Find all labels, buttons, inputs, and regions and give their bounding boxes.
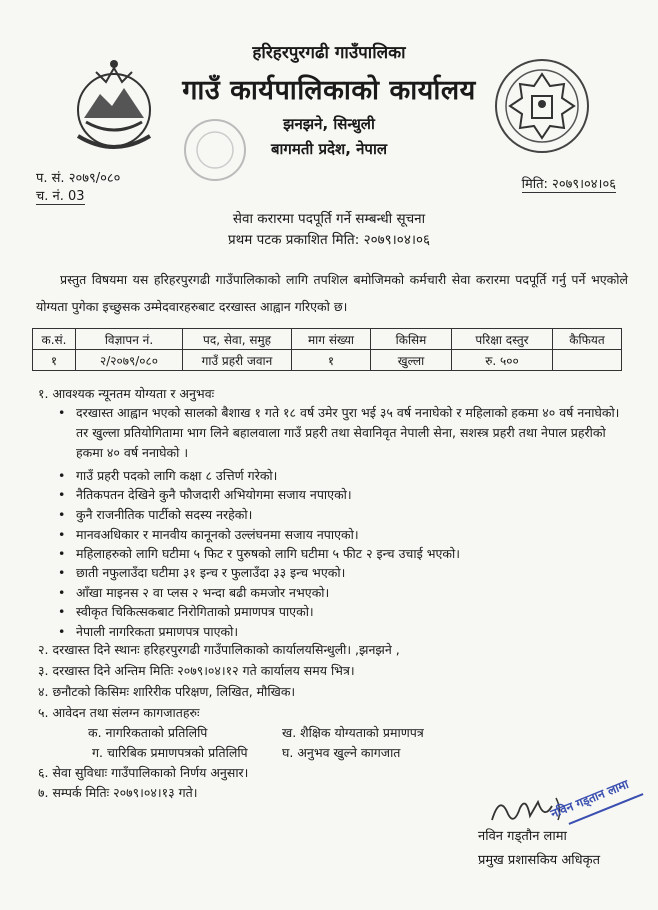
intro-paragraph: प्रस्तुत विषयमा यस हरिहरपुरगढी गाउँपालिकाको लागि तपशिल बमोजिमको कर्मचारी सेवा करारमा पदपूर्ति गर्नु पर्ने भएकोले योग्यता पुगेका इच्छुसक उम्मेदवारहरुबाट दरखास्त आह्वान गरिएको छ। <box>36 272 628 314</box>
table-header-cell: कैफियत <box>553 329 622 350</box>
section-5-heading: ५. आवेदन तथा संलग्न कागजातहरुः <box>38 705 200 720</box>
list-item: • नेपाली नागरिकता प्रमाणपत्र पाएको। <box>58 622 630 642</box>
bullet-text: दरखास्त आह्वान भएको सालको बैशाख १ गते १८ वर्ष उमेर पुरा भई ३५ वर्ष ननाघेको र महिलाको हकमा ४० वर्ष ननाघेको। तर खुल्ला प्रतियोगितामा भाग लिने बहालवाला गाउँ प्रहरी तथा सेवानिवृत नेपाली सेना, सशस्त्र प्रहरी तथा नेपाल प्रहरीको हकमा ४० वर्ष ननाघेको । <box>76 405 620 460</box>
document-item: क. नागरिकताको प्रतिलिपि <box>88 725 208 740</box>
list-item: • आँखा माइनस २ वा प्लस २ भन्दा बढी कमजोर नभएको। <box>58 583 630 603</box>
table-cell: खुल्ला <box>371 350 452 371</box>
table-cell: गाउँ प्रहरी जवान <box>183 350 292 371</box>
list-item: • गाउँ प्रहरी पदको लागि कक्षा ८ उत्तिर्ण गरेको। <box>58 466 630 486</box>
bullet-text: नेपाली नागरिकता प्रमाणपत्र पाएको। <box>76 624 239 639</box>
bullet-text: छाती नफुलाउँदा घटीमा ३१ इन्च र फुलाउँदा ३३ इन्च भएको। <box>76 565 346 580</box>
bullet-text: गाउँ प्रहरी पदको लागि कक्षा ८ उत्तिर्ण गरेको। <box>76 468 278 483</box>
dispatch-number: च. नं. 03 <box>36 186 85 205</box>
list-item: • मानवअधिकार र मानवीय कानूनको उल्लंघनमा सजाय नपाएको। <box>58 525 630 545</box>
province-country: बागमती प्रदेश, नेपाल <box>270 140 388 158</box>
table-row <box>33 350 622 371</box>
section-2: २. दरखास्त दिने स्थानः हरिहरपुरगढी गाउँपालिकाको कार्यालयसिन्धुली। ,झनझने , <box>38 642 400 657</box>
table-cell: १ <box>33 350 76 371</box>
table-cell: १ <box>292 350 371 371</box>
notice-date: मिति: २०७९।०४।०६ <box>522 174 616 193</box>
table-header-cell: परिक्षा दस्तुर <box>452 329 553 350</box>
table-header-cell: पद, सेवा, समुह <box>183 329 292 350</box>
document-item: ग. चारिबिक प्रमाणपत्रको प्रतिलिपि <box>92 745 248 760</box>
publish-date: प्रथम पटक प्रकाशित मिति: २०७९।०४।०६ <box>227 232 430 248</box>
bullet-text: मानवअधिकार र मानवीय कानूनको उल्लंघनमा सजाय नपाएको। <box>76 527 359 542</box>
table-header-cell: किसिम <box>371 329 452 350</box>
table-header-cell: माग संख्या <box>292 329 371 350</box>
table-header-cell: क.सं. <box>33 329 76 350</box>
notice-title: सेवा करारमा पदपूर्ति गर्ने सम्बन्धी सूचना <box>232 211 426 227</box>
letter-reference-number: प. सं. २०७९/०८० <box>36 171 121 186</box>
list-item: • नैतिकपतन देखिने कुनै फौजदारी अभियोगमा सजाय नपाएको। <box>58 485 630 505</box>
list-item: • छाती नफुलाउँदा घटीमा ३१ इन्च र फुलाउँदा ३३ इन्च भएको। <box>58 563 630 583</box>
table-header-cell: विज्ञापन नं. <box>76 329 183 350</box>
table-cell: २/२०७९/०८० <box>76 350 183 371</box>
section-3: ३. दरखास्त दिने अन्तिम मितिः २०७९।०४।१२ गते कार्यालय समय भित्र। <box>38 663 355 678</box>
bullet-text: स्वीकृत चिकित्सकबाट निरोगिताको प्रमाणपत्र पाएको। <box>76 604 314 619</box>
list-item: • महिलाहरुको लागि घटीमा ५ फिट र पुरुषको लागि घटीमा ५ फीट २ इन्च उचाई भएको। <box>58 544 630 564</box>
document-item: ख. शैक्षिक योग्यताको प्रमाणपत्र <box>282 725 424 740</box>
table-header-row <box>33 329 622 350</box>
section-4: ४. छनौटको किसिमः शारिरीक परिक्षण, लिखित, मौखिक। <box>38 684 296 699</box>
section-1-heading: १. आवश्यक न्यूनतम योग्यता र अनुभवः <box>38 386 215 401</box>
office-name: गाउँ कार्यपालिकाको कार्यालय <box>182 75 476 106</box>
list-item: • कुनै राजनीतिक पार्टीको सदस्य नरहेको। <box>58 505 630 525</box>
table-cell <box>553 350 622 371</box>
section-6: ६. सेवा सुविधाः गाउँपालिकाको निर्णय अनुसार। <box>38 765 249 780</box>
table-cell: रु. ५०० <box>452 350 553 371</box>
office-address: झनझने, सिन्धुली <box>283 115 375 133</box>
document-item: घ. अनुभव खुल्ने कागजात <box>282 745 401 760</box>
section-7: ७. सम्पर्क मितिः २०७९।०४।१३ गते। <box>38 785 198 800</box>
municipality-name: हरिहरपुरगढी गाउँपालिका <box>252 43 406 63</box>
bullet-text: नैतिकपतन देखिने कुनै फौजदारी अभियोगमा सजाय नपाएको। <box>76 487 352 502</box>
official-stamp: नविन गड्तान लामा <box>548 776 631 821</box>
signatory-title: प्रमुख प्रशासकिय अधिकृत <box>478 853 601 868</box>
bullet-text: महिलाहरुको लागि घटीमा ५ फिट र पुरुषको लागि घटीमा ५ फीट २ इन्च उचाई भएको। <box>76 546 460 561</box>
bullet-text: आँखा माइनस २ वा प्लस २ भन्दा बढी कमजोर नभएको। <box>76 585 330 600</box>
bullet-text: कुनै राजनीतिक पार्टीको सदस्य नरहेको। <box>76 507 253 522</box>
list-item: • दरखास्त आह्वान भएको सालको बैशाख १ गते १८ वर्ष उमेर पुरा भई ३५ वर्ष ननाघेको र महिलाको हकमा ४० वर्ष ननाघेको। तर खुल्ला प्रतियोगितामा भाग लिने बहालवाला गाउँ प्रहरी तथा सेवानिवृत नेपाली सेना, सशस्त्र प्रहरी तथा नेपाल प्रहरीको हकमा ४० वर्ष ननाघेको । <box>58 403 630 463</box>
list-item: • स्वीकृत चिकित्सकबाट निरोगिताको प्रमाणपत्र पाएको। <box>58 602 630 622</box>
signatory-name: नविन गड्तौन लामा <box>478 829 567 844</box>
vacancy-table <box>32 328 622 371</box>
